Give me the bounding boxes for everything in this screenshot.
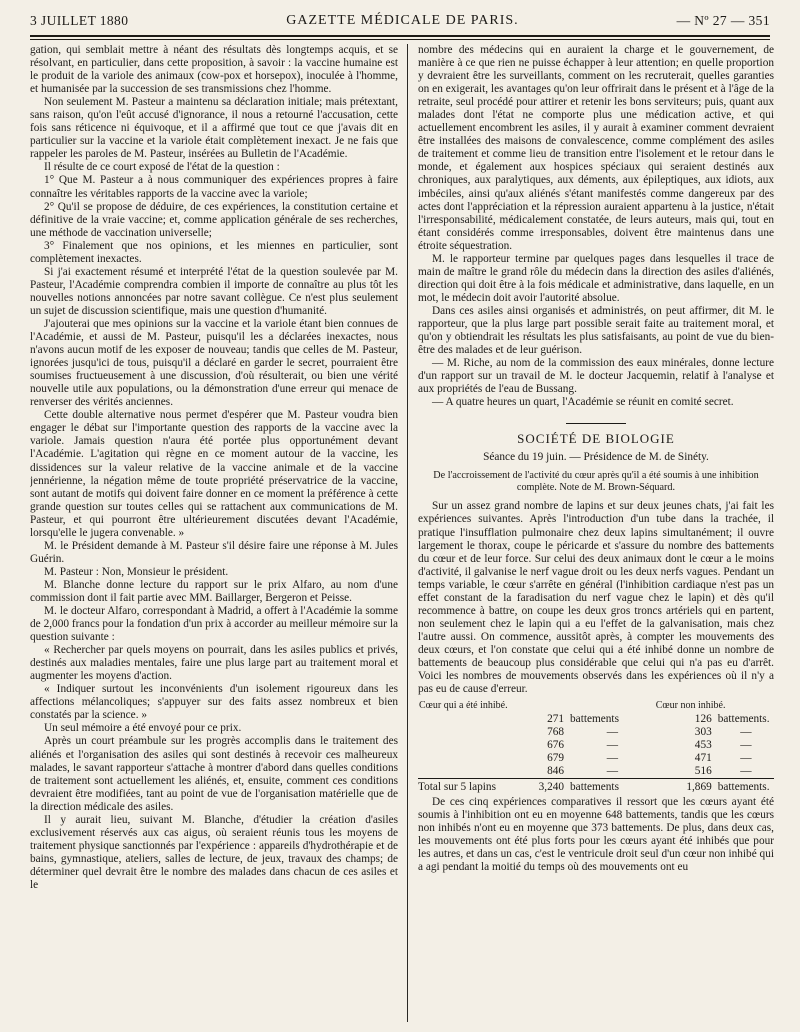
table-cell: — xyxy=(606,765,619,778)
table-cell: 126 xyxy=(694,713,712,726)
header-rule-thin xyxy=(30,39,770,40)
table-cell: 271 xyxy=(547,713,565,726)
paragraph: Si j'ai exactement résumé et interprété l'état de la question soulevée par M. Pasteur, l'Académie comprendra combien il importe de connaître au plus tôt les nouvelles notions annoncées par notre savant collègue. Ce n'est plus seulement un sujet de discussion scientifique, mais une question d'humanité. xyxy=(30,265,398,317)
paragraph: Après un court préambule sur les progrès accomplis dans le traitement des aliénés et l'organisation des asiles qui sont destinés à recevoir ces malheureux malades, le savant rapporteur s'attache à montrer d'abord dans quelles conditions de traitement sont actuellement les aliénés, et, ensuite, comment ces conditions devraient être modifiées, tant au point de vue de l'organisation matérielle que de la direction médicale des asiles. xyxy=(30,735,398,813)
paragraph: — M. Riche, au nom de la commission des eaux minérales, donne lecture d'un rapport sur un travail de M. le docteur Jacquemin, relatif à l'analyse et aux propriétés de l'eau de Bussang. xyxy=(418,357,774,396)
header-date: 3 JUILLET 1880 xyxy=(30,13,129,28)
heartbeat-table xyxy=(418,698,774,794)
paragraph: Sur un assez grand nombre de lapins et sur deux jeunes chats, j'ai fait les expériences suivantes. Après l'introduction d'un tube dans la trachée, il pratique l'insufflation pulmonaire chez deux lapins simultanément; il ouvre largement le thorax, coupe le péricarde et s'assure du nombre des battements du cœur et de leur force. Sur celui des deux animaux dont le cœur a le moins d'activité, il galvanise le nerf vague droit ou les deux nerfs vagues. Pendant un temps variable, le cœur s'arrête en général (l'inhibition cardiaque n'est pas un effet constant de la faradisation du nerf vague chez le lapin) et dès qu'il recommence à battre, on coupe les deux gros troncs artériels qui en partent, non seulement chez le lapin qui a eu l'effet de la galvanisation, mais chez l'autre aussi. On commence, aussitôt après, à compter les mouvements des deux cœurs, et l'on constate que celui qui a été inhibé donne un nombre de battements de beaucoup plus considérable que celui qui n'a pas eu d'arrêt. Voici les nombres de mouvements observés dans les expériences où il n'y a pas eu de cause d'erreur. xyxy=(418,500,774,696)
table-cell: 676 xyxy=(547,739,565,752)
paragraph: Cette double alternative nous permet d'espérer que M. Pasteur voudra bien engager le débat sur l'importante question des rapports de la vaccine avec la variole. Jamais question n'aura été portée plus opportunément devant l'Académie. L'agitation qui règne en ce moment autour de la vaccine, les dissidences sur la valeur relative de la vaccine animale et de la vaccine jennérienne, la négation même de toute propriété préservatrice de la vaccine, sont autant de motifs qui doivent faire donner en ce moment la préférence à cette grande question sur toutes celles qui se rattachent aux communications de M. Pasteur, et qui pourront être ultérieurement discutées devant l'Académie, lorsqu'elle le jugera convenable. » xyxy=(30,409,398,539)
table-cell: battements xyxy=(570,713,619,726)
paragraph: M. Blanche donne lecture du rapport sur le prix Alfaro, au nom d'une commission dont il fait partie avec MM. Baillarger, Bergeron et Peisse. xyxy=(30,578,398,604)
paragraph: « Indiquer surtout les inconvénients d'un isolement rigoureux dans les affections mélancoliques; s'appuyer sur des faits assez nombreux et bien constatés par la science. » xyxy=(30,683,398,722)
total-inhibited: 3,240 xyxy=(507,779,570,795)
society-heading: SOCIÉTÉ DE BIOLOGIE xyxy=(517,431,675,447)
paragraph: Non seulement M. Pasteur a maintenu sa déclaration initiale; mais prétextant, sans raison, qu'on l'eût accusé d'ignorance, il nous a retourné l'accusation, cette fois sans réticence ni équivoque, et il a affirmé que tout ce que j'avais dit en particulier sur la vaccine et la variole était complètement inexact. Je ne fais que rappeler les paroles de M. Pasteur, insérées au Bulletin de l'Académie. xyxy=(30,96,398,161)
table-cell: 679 xyxy=(547,752,565,765)
paragraph: 2° Qu'il se propose de déduire, de ces expériences, la constitution certaine et définitive de la vraie vaccine; et, comme application générale de ses recherches, une méthode de vaccination universelle; xyxy=(30,200,398,239)
journal-title: GAZETTE MÉDICALE DE PARIS. xyxy=(286,13,519,28)
total-label: Total sur 5 lapins xyxy=(418,779,507,795)
paragraph: M. le Président demande à M. Pasteur s'il désire faire une réponse à M. Jules Guérin. xyxy=(30,539,398,565)
table-row xyxy=(418,765,774,779)
total-inhibited-unit: battements xyxy=(570,779,655,795)
table-cell: — xyxy=(740,726,752,739)
paragraph: — A quatre heures un quart, l'Académie se réunit en comité secret. xyxy=(432,396,734,409)
paragraph: Il résulte de ce court exposé de l'état de la question : xyxy=(44,161,280,174)
paragraph: 1° Que M. Pasteur a à nous communiquer des expériences propres à faire connaître les véritables rapports de la vaccine avec la variole; xyxy=(30,174,398,200)
paragraph: « Rechercher par quels moyens on pourrait, dans les asiles publics et privés, destinés aux maladies mentales, faire une plus large part au traitement moral et augmenter les moyens d'action. xyxy=(30,644,398,683)
paragraph: M. le docteur Alfaro, correspondant à Madrid, a offert à l'Académie la somme de 2,000 francs pour la fondation d'un prix à accorder au meilleur mémoire sur la question suivante : xyxy=(30,605,398,644)
table-row xyxy=(418,726,774,739)
header-rule xyxy=(30,35,770,37)
table-row xyxy=(418,739,774,752)
paragraph: Il y aurait lieu, suivant M. Blanche, d'étudier la création d'asiles exclusivement réservés aux cas aigus, où seraient réunis tous les moyens de traitement physique sanctionnés par l'expérience : appareils d'hydrothérapie et de bains, gymnastique, ateliers, salles de lecture, de jeux, travaux des champs; de déterminer quel devrait être le nombre des malades dans chacun de ces asiles et le xyxy=(30,813,398,891)
paragraph: Dans ces asiles ainsi organisés et administrés, on peut affirmer, dit M. le rapporteur, que la plus large part possible serait faite au traitement moral, et qu'on y obtiendrait les résultats les plus satisfaisants, au point de vue du bien-être des malades et de leur guérison. xyxy=(418,304,774,357)
right-column xyxy=(418,44,774,1022)
page-header xyxy=(30,8,770,34)
article-title: De l'accroissement de l'activité du cœur après qu'il a été soumis à une inhibition complète. Note de M. Brown-Séquard. xyxy=(433,470,759,494)
paragraph: M. le rapporteur termine par quelques pages dans lesquelles il trace de main de maître le grand rôle du médecin dans la direction des asiles d'aliénés, direction qui doit être à la fois médicale et administrative, dans laquelle, en un mot, le médecin doit avoir l'autorité absolue. xyxy=(418,252,774,304)
paragraph: 3° Finalement que nos opinions, et les miennes en particulier, sont complètement inexactes. xyxy=(30,239,398,265)
table-header-row xyxy=(418,698,774,713)
table-cell: 768 xyxy=(547,726,565,739)
paragraph: Un seul mémoire a été envoyé pour ce prix. xyxy=(44,722,242,735)
table-row xyxy=(418,713,774,726)
issue-page-number: — Nº 27 — 351 xyxy=(676,13,770,28)
table-cell: 453 xyxy=(694,739,712,752)
column-divider xyxy=(407,44,408,1022)
table-cell: — xyxy=(606,739,619,752)
section-separator xyxy=(566,423,626,424)
column-header-not-inhibited: Cœur non inhibé. xyxy=(655,700,726,712)
table-total-row xyxy=(418,779,774,795)
table-cell: 516 xyxy=(694,765,712,778)
table-cell: 846 xyxy=(547,765,565,778)
table-cell: — xyxy=(606,752,619,765)
table-cell: 303 xyxy=(694,726,712,739)
table-cell: 471 xyxy=(694,752,712,765)
total-not-inhibited-unit: battements. xyxy=(718,779,774,795)
table-cell: — xyxy=(740,739,752,752)
table-cell: — xyxy=(606,726,619,739)
paragraph: gation, qui semblait mettre à néant des résultats dès longtemps acquis, et se résolvant, en particulier, dans cette proposition, à savoir : la vaccine humaine est le produit de la variole des animaux (cow-pox et horsepox), inoculée à l'homme, et humanisée par la succession de ses transmissions chez l'homme. xyxy=(30,44,398,96)
left-column xyxy=(30,44,398,1022)
paragraph: De ces cinq expériences comparatives il ressort que les cœurs ayant été soumis à l'inhibition ont eu en moyenne 648 battements, tandis que les cœurs non inhibés n'ont eu en moyenne que 373 battements. De plus, dans deux cas, les mouvements ont été plus forts pour les cœurs ayant été inhibés que pour les autres, et dans un cas, c'est le ventricule droit seul d'un cœur non inhibé qui a agi pendant la moitié du temps où des mouvements ont eu xyxy=(418,796,774,874)
session-line: Séance du 19 juin. — Présidence de M. de Sinéty. xyxy=(483,451,709,464)
column-header-inhibited: Cœur qui a été inhibé. xyxy=(419,700,508,712)
table-cell: — xyxy=(740,752,752,765)
paragraph: nombre des médecins qui en auraient la charge et le gouvernement, de manière à ce que rien ne puisse échapper à leur attention; en quelle proportion y devraient être les surveillants, comment on les recruterait, quelles garanties on en exigerait, les avantages qu'on leur offrirait dans le présent et à l'âge de la retraite, seul procédé pour attirer et retenir les bons serviteurs; puis, quant aux malades dont l'état ne comporte plus une médication active, et qui actuellement encombrent les asiles, il y aurait à examiner comment devraient être installées des maisons de convalescence, comme complément des asiles de traitement et comme lieu de transition entre l'isolement et le retour dans le monde, et également aux hospices spéciaux qui seraient destinés aux chroniques, aux paralytiques, aux déments, aux épileptiques, aux idiots, aux imbéciles, ainsi qu'aux aliénés s'étant manifestés comme dangereux par des actes dont l'appréciation et la répression auraient appartenu à la justice, n'était l'irresponsabilité, médicalement constatée, de leurs auteurs, mais qui, tout en étant considérés comme irresponsables, doivent être maintenus dans une étroite séquestration. xyxy=(418,44,774,252)
table-row xyxy=(418,752,774,765)
paragraph: M. Pasteur : Non, Monsieur le président. xyxy=(44,565,229,578)
total-not-inhibited: 1,869 xyxy=(655,779,718,795)
table-cell: battements. xyxy=(717,713,770,726)
paragraph: J'ajouterai que mes opinions sur la vaccine et la variole étant bien connues de l'Académie, et aussi de M. Pasteur, puisqu'il les a déclarées inexactes, nous n'avons aucun motif de les exposer de nouveau; tandis que celles de M. Pasteur, ignorées jusqu'ici de tous, puisqu'il a déclaré en garder le secret, pourraient être soumises fructueusement à une discussion, d'où résulterait, ou bien une vérité nouvelle utile aux populations, ou la démonstration d'une erreur qui menace de renverser des vérités anciennes. xyxy=(30,317,398,409)
table-cell: — xyxy=(740,765,752,778)
